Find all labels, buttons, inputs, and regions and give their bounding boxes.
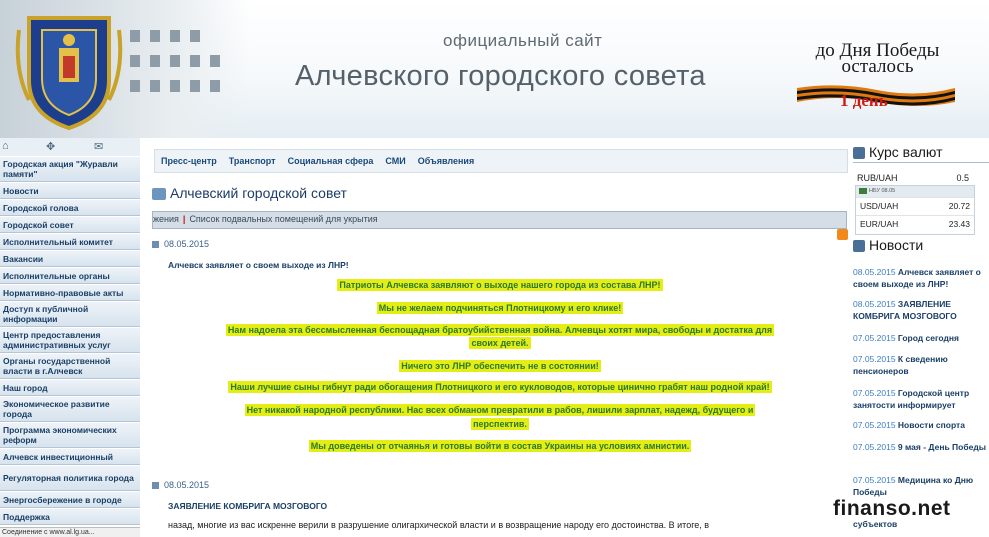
news-header-text: Новости bbox=[869, 237, 924, 253]
news-body-text: назад, многие из вас искренне верили в разрушение олигархической власти и в возвращение народу его достоинства. В итоге, в bbox=[168, 520, 710, 530]
news-date bbox=[152, 480, 209, 490]
sidebar-item-news[interactable]: Новости bbox=[0, 182, 140, 199]
sidebar-item-council[interactable]: Городской совет bbox=[0, 216, 140, 233]
table-row bbox=[856, 197, 974, 215]
sidebar-item-public-info[interactable]: Доступ к публичной информации bbox=[0, 301, 140, 327]
rub-label: RUB/UAH bbox=[857, 173, 898, 183]
news-item-date: 08.05.2015 bbox=[853, 267, 896, 277]
rss-icon[interactable] bbox=[837, 229, 848, 240]
rate-value: 23.43 bbox=[948, 219, 970, 229]
mail-icon[interactable]: ✉ bbox=[94, 141, 104, 153]
news-date-text: 08.05.2015 bbox=[164, 239, 210, 249]
currency-header-text: Курс валют bbox=[869, 144, 943, 160]
sidebar-item-investment[interactable]: Алчевск инвестиционный bbox=[0, 448, 140, 465]
list-item[interactable] bbox=[853, 419, 987, 431]
news-item-title[interactable]: Алчевск заявляет о своем выходе из ЛНР! bbox=[853, 267, 984, 289]
highlight-text: Нам надоела эта бессмысленная беспощадная братоубийственная война. Алчевцы хотят мира, свободы и достатка для bbox=[227, 325, 773, 335]
main-content bbox=[140, 138, 850, 537]
browser-status-bar: Соединение с www.al.lg.ua... bbox=[0, 527, 140, 537]
news-header bbox=[853, 237, 989, 253]
sidebar-item-our-city[interactable]: Наш город bbox=[0, 379, 140, 396]
sidebar-item-cranes[interactable]: Городская акция "Журавли памяти" bbox=[0, 156, 140, 182]
news-icon bbox=[853, 240, 865, 252]
page-title-text: Алчевский городской совет bbox=[170, 185, 347, 201]
news-title[interactable]: ЗАЯВЛЕНИЕ КОМБРИГА МОЗГОВОГО bbox=[168, 501, 328, 511]
page-title bbox=[152, 185, 347, 201]
currency-icon bbox=[853, 147, 865, 159]
sidebar-item-reforms[interactable]: Программа экономических реформ bbox=[0, 422, 140, 448]
sidebar-item-economic-development[interactable]: Экономическое развитие города bbox=[0, 396, 140, 422]
news-item-date: 07.05.2015 bbox=[853, 333, 896, 343]
highlight-paragraph bbox=[168, 438, 832, 454]
victory-days-counter: 1 день bbox=[840, 91, 888, 110]
news-item-date: 08.05.2015 bbox=[853, 299, 896, 309]
sidebar-toolbar bbox=[0, 138, 140, 156]
news-date bbox=[152, 239, 209, 249]
tab-announcements[interactable]: Объявления bbox=[417, 156, 475, 166]
highlight-paragraph bbox=[168, 335, 832, 351]
rate-label: EUR/UAH bbox=[860, 219, 899, 229]
left-sidebar bbox=[0, 138, 140, 537]
list-item[interactable] bbox=[853, 474, 987, 498]
news-item-title[interactable]: К сведению пенсионеров bbox=[853, 354, 951, 376]
highlight-text: Наши лучшие сыны гибнут ради обогащения Плотницкого и его кукловодов, которые цинично грабят наш родной край! bbox=[230, 382, 770, 392]
highlight-text: перспектив. bbox=[473, 419, 527, 429]
news-item-title[interactable]: ЗАЯВЛЕНИЕ КОМБРИГА МОЗГОВОГО bbox=[853, 299, 957, 321]
news-item-title[interactable]: Новости спорта bbox=[897, 420, 965, 430]
news-ticker bbox=[152, 211, 847, 229]
list-item[interactable] bbox=[853, 332, 987, 344]
news-item-date: 07.05.2015 bbox=[853, 475, 896, 485]
rate-label: USD/UAH bbox=[860, 201, 899, 211]
nbu-flag-icon bbox=[859, 188, 867, 194]
site-title: Алчевского городского совета bbox=[295, 60, 706, 92]
list-item[interactable] bbox=[853, 298, 987, 322]
news-item-date: 07.05.2015 bbox=[853, 420, 896, 430]
nbu-header bbox=[856, 186, 974, 197]
news-item-date: 07.05.2015 bbox=[853, 388, 896, 398]
tab-media[interactable]: СМИ bbox=[385, 156, 406, 166]
news-item-title[interactable]: Город сегодня bbox=[897, 333, 959, 343]
move-icon[interactable]: ✥ bbox=[46, 141, 56, 153]
sidebar-item-energy-saving[interactable]: Энергосбережение в городе bbox=[0, 491, 140, 508]
highlight-paragraph bbox=[168, 358, 832, 374]
sidebar-item-regulatory-policy[interactable]: Регуляторная политика города bbox=[0, 465, 140, 491]
watermark: finanso.net bbox=[833, 497, 951, 520]
highlight-paragraph bbox=[168, 277, 832, 293]
divider bbox=[853, 162, 989, 163]
city-coat-of-arms-icon[interactable] bbox=[14, 10, 124, 132]
highlight-text: Мы доведены от отчаянья и готовы войти в состав Украины на условиях амнистии. bbox=[310, 441, 690, 451]
highlight-text: Мы не желаем подчиняться Плотницкому и его клике! bbox=[378, 303, 622, 313]
rub-value: 0.5 bbox=[956, 173, 969, 183]
news-item-date: 07.05.2015 bbox=[853, 442, 896, 452]
expand-icon[interactable] bbox=[152, 482, 159, 489]
victory-line-2: осталось bbox=[841, 56, 914, 77]
tab-press-center[interactable]: Пресс-центр bbox=[161, 156, 217, 166]
currency-header bbox=[853, 144, 989, 160]
highlight-paragraph bbox=[168, 300, 832, 316]
expand-icon[interactable] bbox=[152, 241, 159, 248]
tab-social[interactable]: Социальная сфера bbox=[287, 156, 374, 166]
right-sidebar bbox=[850, 138, 989, 537]
news-item-title[interactable]: Медицина ко Дню Победы bbox=[853, 475, 976, 497]
site-subtitle: официальный сайт bbox=[443, 31, 603, 50]
news-item-date: 07.05.2015 bbox=[853, 354, 896, 364]
news-date-text: 08.05.2015 bbox=[164, 480, 210, 490]
ticker-separator: | bbox=[182, 214, 186, 224]
highlight-text: Нет никакой народной республики. Нас всех обманом превратили в рабов, лишили зарплат, надежд, будущего и bbox=[246, 405, 754, 415]
sidebar-item-executive-committee[interactable]: Исполнительный комитет bbox=[0, 233, 140, 250]
news-item-title[interactable]: 9 мая - День Победы bbox=[897, 442, 986, 452]
nbu-rates-table bbox=[855, 185, 975, 235]
list-item[interactable] bbox=[853, 353, 987, 377]
highlight-paragraph bbox=[168, 379, 832, 395]
victory-countdown bbox=[795, 40, 960, 77]
rate-value: 20.72 bbox=[948, 201, 970, 211]
site-header bbox=[0, 0, 989, 140]
list-item[interactable] bbox=[853, 387, 987, 411]
highlight-text: Ничего это ЛНР обеспечить не в состоянии! bbox=[401, 361, 599, 371]
sidebar-item-admin-services[interactable]: Центр предоставления административных услуг bbox=[0, 327, 140, 353]
sidebar-item-legal-acts[interactable]: Нормативно-правовые акты bbox=[0, 284, 140, 301]
nbu-header-text: НБУ 08.05 bbox=[869, 188, 896, 194]
sidebar-item-support[interactable]: Поддержка bbox=[0, 508, 140, 525]
top-menu bbox=[154, 149, 848, 173]
sidebar-item-mayor[interactable]: Городской голова bbox=[0, 199, 140, 216]
table-row bbox=[856, 215, 974, 233]
rub-rate bbox=[857, 173, 969, 183]
ticker-item-left[interactable]: жения bbox=[153, 214, 179, 224]
sidebar-item-state-authorities[interactable]: Органы государственной власти в г.Алчевск bbox=[0, 353, 140, 379]
highlight-paragraph bbox=[168, 416, 832, 432]
victory-line-1: до Дня Победы bbox=[815, 40, 940, 61]
sidebar-item-vacancies[interactable]: Вакансии bbox=[0, 250, 140, 267]
highlight-text: Патриоты Алчевска заявляют о выходе нашего города из состава ЛНР! bbox=[339, 280, 661, 290]
list-item[interactable] bbox=[853, 266, 987, 290]
ticker-item-right[interactable]: Список подвальных помещений для укрытия bbox=[189, 214, 378, 224]
list-item[interactable] bbox=[853, 441, 987, 453]
sidebar-item-executive-bodies[interactable]: Исполнительные органы bbox=[0, 267, 140, 284]
tab-transport[interactable]: Транспорт bbox=[228, 156, 276, 166]
news-title[interactable]: Алчевск заявляет о своем выходе из ЛНР! bbox=[168, 260, 349, 270]
news-item-title[interactable]: субъектов bbox=[853, 519, 898, 529]
highlight-text: своих детей. bbox=[471, 338, 529, 348]
page-title-icon bbox=[152, 188, 166, 200]
news-item-title[interactable]: Городской центр занятости информирует bbox=[853, 388, 972, 410]
home-icon[interactable]: ⌂ bbox=[2, 140, 9, 152]
